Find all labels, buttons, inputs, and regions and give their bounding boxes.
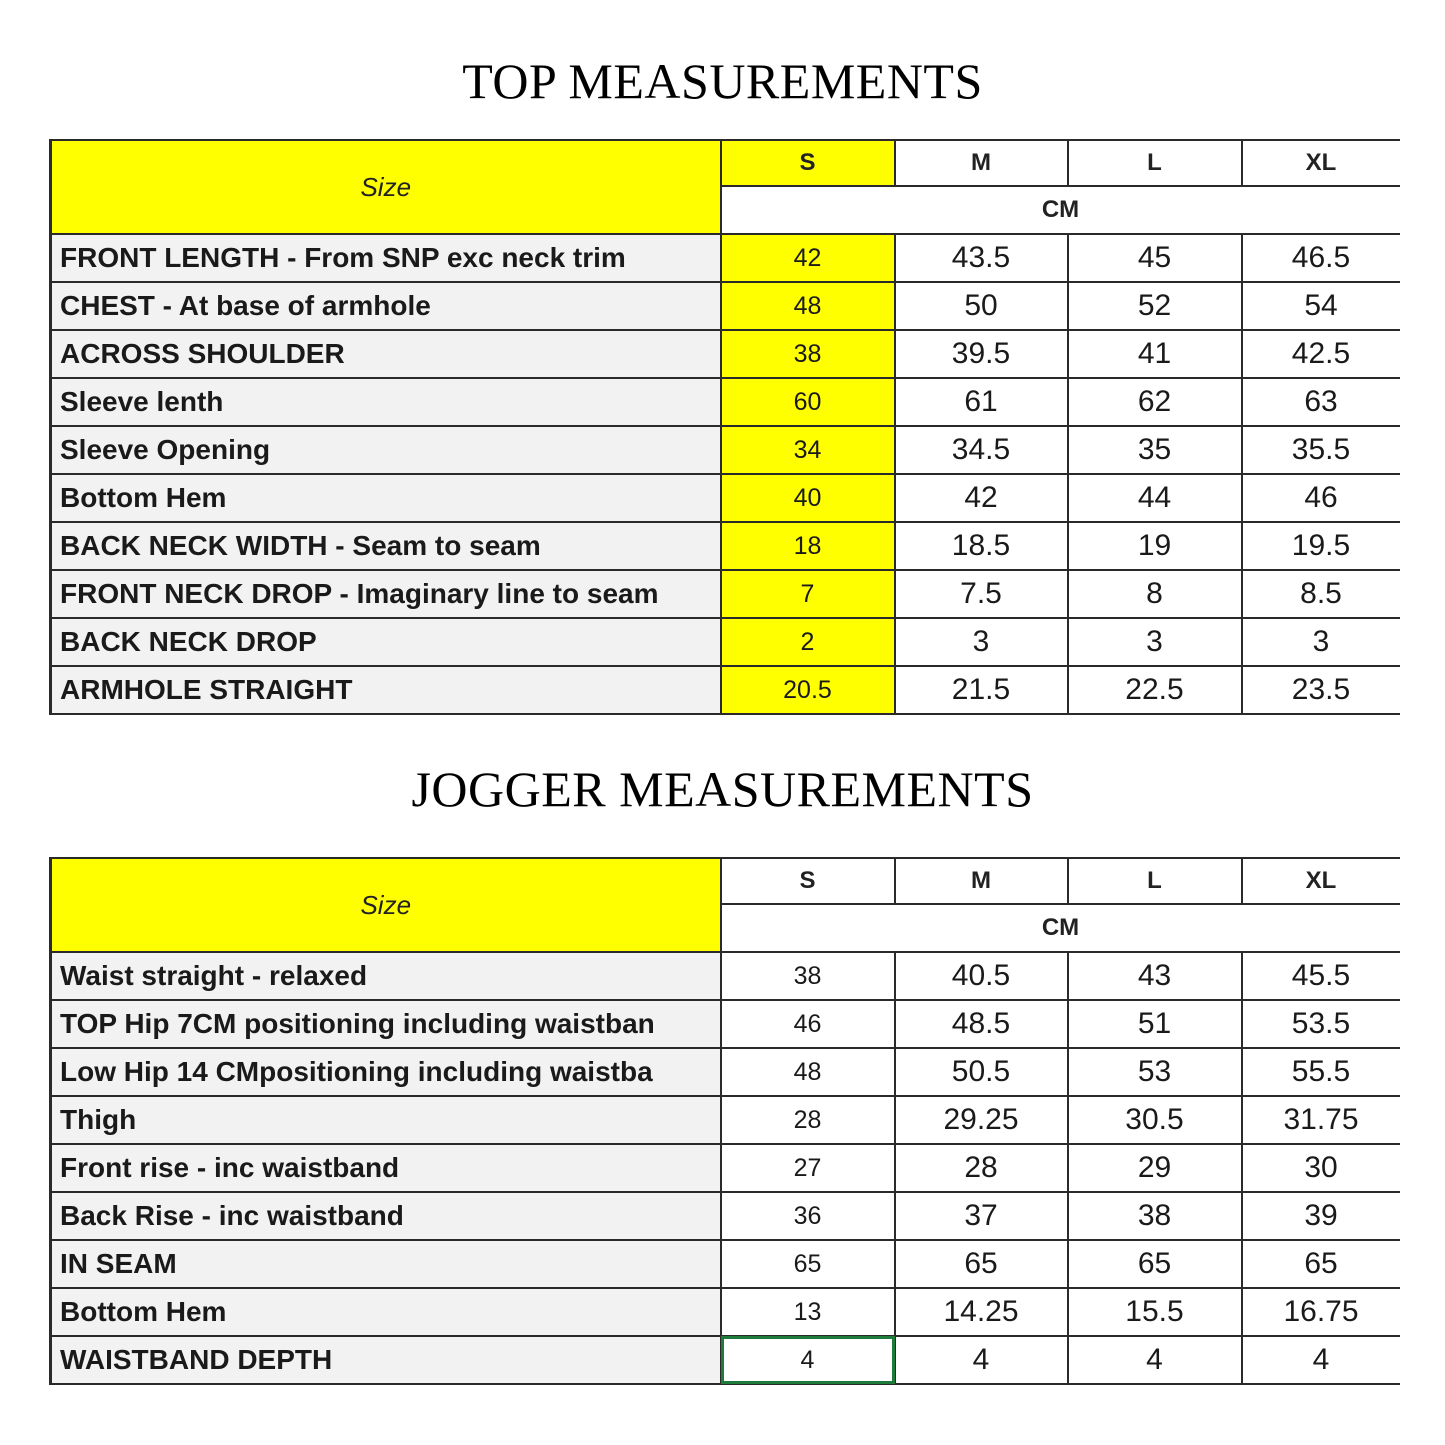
jogger-table-body <box>51 858 1400 1384</box>
table-row <box>51 1240 1400 1288</box>
size-column-header-l[interactable]: L <box>1068 858 1242 904</box>
size-column-header-xl[interactable]: XL <box>1242 140 1400 186</box>
value-cell-l[interactable]: 53 <box>1068 1048 1242 1096</box>
value-cell-s[interactable]: 46 <box>721 1000 895 1048</box>
measurement-label-cell[interactable]: TOP Hip 7CM positioning including waistban <box>51 1000 721 1048</box>
value-cell-s[interactable]: 7 <box>721 570 895 618</box>
value-cell-s[interactable]: 13 <box>721 1288 895 1336</box>
table-row <box>51 1000 1400 1048</box>
value-cell-xl[interactable]: 31.75 <box>1242 1096 1400 1144</box>
measurement-label-cell[interactable]: Bottom Hem <box>51 1288 721 1336</box>
unit-label-cell[interactable]: CM <box>721 186 1400 234</box>
measurement-label-cell[interactable]: Sleeve lenth <box>51 378 721 426</box>
value-cell-xl[interactable]: 45.5 <box>1242 952 1400 1000</box>
table-row <box>51 282 1400 330</box>
value-cell-m[interactable]: 61 <box>895 378 1068 426</box>
value-cell-xl[interactable]: 54 <box>1242 282 1400 330</box>
value-cell-l[interactable]: 44 <box>1068 474 1242 522</box>
size-column-header-m[interactable]: M <box>895 140 1068 186</box>
value-cell-m[interactable]: 4 <box>895 1336 1068 1384</box>
table-row <box>51 570 1400 618</box>
value-cell-m[interactable]: 34.5 <box>895 426 1068 474</box>
value-cell-l[interactable]: 65 <box>1068 1240 1242 1288</box>
value-cell-m[interactable]: 21.5 <box>895 666 1068 714</box>
value-cell-m[interactable]: 28 <box>895 1144 1068 1192</box>
value-cell-m[interactable]: 39.5 <box>895 330 1068 378</box>
table-row <box>51 1144 1400 1192</box>
value-cell-m[interactable]: 14.25 <box>895 1288 1068 1336</box>
table-row <box>51 426 1400 474</box>
value-cell-l[interactable]: 29 <box>1068 1144 1242 1192</box>
measurement-label-cell[interactable]: Low Hip 14 CMpositioning including waistba <box>51 1048 721 1096</box>
jogger-measurements-title: JOGGER MEASUREMENTS <box>411 761 1034 817</box>
value-cell-m[interactable]: 65 <box>895 1240 1068 1288</box>
value-cell-m[interactable]: 7.5 <box>895 570 1068 618</box>
value-cell-xl[interactable]: 46.5 <box>1242 234 1400 282</box>
value-cell-xl[interactable]: 19.5 <box>1242 522 1400 570</box>
value-cell-m[interactable]: 37 <box>895 1192 1068 1240</box>
size-label-cell[interactable]: Size <box>51 140 721 234</box>
measurement-label-cell[interactable]: FRONT LENGTH - From SNP exc neck trim <box>51 234 721 282</box>
measurement-label-cell[interactable]: Front rise - inc waistband <box>51 1144 721 1192</box>
value-cell-s[interactable]: 20.5 <box>721 666 895 714</box>
value-cell-s[interactable]: 48 <box>721 1048 895 1096</box>
value-cell-m[interactable]: 50 <box>895 282 1068 330</box>
measurement-label-cell[interactable]: ARMHOLE STRAIGHT <box>51 666 721 714</box>
value-cell-s[interactable]: 42 <box>721 234 895 282</box>
value-cell-l[interactable]: 52 <box>1068 282 1242 330</box>
size-column-header-m[interactable]: M <box>895 858 1068 904</box>
value-cell-s[interactable]: 38 <box>721 330 895 378</box>
top-measurements-table <box>49 139 1400 715</box>
size-header-row <box>51 858 1400 904</box>
value-cell-l[interactable]: 43 <box>1068 952 1242 1000</box>
value-cell-xl[interactable]: 8.5 <box>1242 570 1400 618</box>
value-cell-l[interactable]: 19 <box>1068 522 1242 570</box>
value-cell-l[interactable]: 51 <box>1068 1000 1242 1048</box>
table-row <box>51 1096 1400 1144</box>
value-cell-s[interactable]: 36 <box>721 1192 895 1240</box>
top-measurements-title: TOP MEASUREMENTS <box>462 53 983 109</box>
measurement-label-cell[interactable]: Waist straight - relaxed <box>51 952 721 1000</box>
table-row <box>51 666 1400 714</box>
value-cell-s[interactable]: 65 <box>721 1240 895 1288</box>
table-row <box>51 1336 1400 1384</box>
size-label-cell[interactable]: Size <box>51 858 721 952</box>
value-cell-s[interactable]: 27 <box>721 1144 895 1192</box>
value-cell-m[interactable]: 18.5 <box>895 522 1068 570</box>
measurement-label-cell[interactable]: BACK NECK DROP <box>51 618 721 666</box>
value-cell-xl[interactable]: 42.5 <box>1242 330 1400 378</box>
value-cell-xl[interactable]: 53.5 <box>1242 1000 1400 1048</box>
value-cell-xl[interactable]: 16.75 <box>1242 1288 1400 1336</box>
value-cell-s[interactable]: 28 <box>721 1096 895 1144</box>
top-table-body <box>51 140 1400 714</box>
value-cell-m[interactable]: 48.5 <box>895 1000 1068 1048</box>
value-cell-s[interactable]: 18 <box>721 522 895 570</box>
value-cell-l[interactable]: 38 <box>1068 1192 1242 1240</box>
table-row <box>51 952 1400 1000</box>
table-row <box>51 474 1400 522</box>
value-cell-s[interactable]: 2 <box>721 618 895 666</box>
table-row <box>51 1048 1400 1096</box>
value-cell-l[interactable]: 41 <box>1068 330 1242 378</box>
value-cell-xl[interactable]: 55.5 <box>1242 1048 1400 1096</box>
value-cell-l[interactable]: 3 <box>1068 618 1242 666</box>
value-cell-m[interactable]: 42 <box>895 474 1068 522</box>
value-cell-xl[interactable]: 4 <box>1242 1336 1400 1384</box>
value-cell-xl[interactable]: 23.5 <box>1242 666 1400 714</box>
measurement-label-cell[interactable]: IN SEAM <box>51 1240 721 1288</box>
measurement-label-cell[interactable]: CHEST - At base of armhole <box>51 282 721 330</box>
table-row <box>51 330 1400 378</box>
value-cell-xl[interactable]: 30 <box>1242 1144 1400 1192</box>
value-cell-l[interactable]: 45 <box>1068 234 1242 282</box>
size-column-header-xl[interactable]: XL <box>1242 858 1400 904</box>
value-cell-l[interactable]: 15.5 <box>1068 1288 1242 1336</box>
value-cell-s[interactable]: 60 <box>721 378 895 426</box>
table-row <box>51 234 1400 282</box>
table-row <box>51 1288 1400 1336</box>
value-cell-xl[interactable]: 35.5 <box>1242 426 1400 474</box>
measurement-label-cell[interactable]: Bottom Hem <box>51 474 721 522</box>
unit-label-cell[interactable]: CM <box>721 904 1400 952</box>
value-cell-l[interactable]: 62 <box>1068 378 1242 426</box>
measurement-label-cell[interactable]: Back Rise - inc waistband <box>51 1192 721 1240</box>
value-cell-l[interactable]: 8 <box>1068 570 1242 618</box>
value-cell-xl[interactable]: 3 <box>1242 618 1400 666</box>
measurement-label-cell[interactable]: Sleeve Opening <box>51 426 721 474</box>
size-column-header-s[interactable]: S <box>721 140 895 186</box>
size-column-header-l[interactable]: L <box>1068 140 1242 186</box>
size-header-row <box>51 140 1400 186</box>
value-cell-m[interactable]: 3 <box>895 618 1068 666</box>
value-cell-s[interactable]: 38 <box>721 952 895 1000</box>
value-cell-xl[interactable]: 46 <box>1242 474 1400 522</box>
table-row <box>51 618 1400 666</box>
value-cell-m[interactable]: 29.25 <box>895 1096 1068 1144</box>
size-column-header-s[interactable]: S <box>721 858 895 904</box>
value-cell-s[interactable]: 40 <box>721 474 895 522</box>
measurement-label-cell[interactable]: BACK NECK WIDTH - Seam to seam <box>51 522 721 570</box>
table-row <box>51 522 1400 570</box>
table-row <box>51 378 1400 426</box>
measurement-label-cell[interactable]: ACROSS SHOULDER <box>51 330 721 378</box>
value-cell-xl[interactable]: 65 <box>1242 1240 1400 1288</box>
jogger-measurements-table <box>49 857 1400 1385</box>
value-cell-s[interactable]: 4 <box>721 1336 895 1384</box>
value-cell-m[interactable]: 40.5 <box>895 952 1068 1000</box>
measurement-label-cell[interactable]: FRONT NECK DROP - Imaginary line to seam <box>51 570 721 618</box>
value-cell-m[interactable]: 50.5 <box>895 1048 1068 1096</box>
table-row <box>51 1192 1400 1240</box>
value-cell-xl[interactable]: 39 <box>1242 1192 1400 1240</box>
value-cell-l[interactable]: 35 <box>1068 426 1242 474</box>
value-cell-l[interactable]: 22.5 <box>1068 666 1242 714</box>
value-cell-s[interactable]: 34 <box>721 426 895 474</box>
measurement-label-cell[interactable]: Thigh <box>51 1096 721 1144</box>
value-cell-xl[interactable]: 63 <box>1242 378 1400 426</box>
value-cell-l[interactable]: 30.5 <box>1068 1096 1242 1144</box>
value-cell-m[interactable]: 43.5 <box>895 234 1068 282</box>
measurement-label-cell[interactable]: WAISTBAND DEPTH <box>51 1336 721 1384</box>
value-cell-l[interactable]: 4 <box>1068 1336 1242 1384</box>
value-cell-s[interactable]: 48 <box>721 282 895 330</box>
